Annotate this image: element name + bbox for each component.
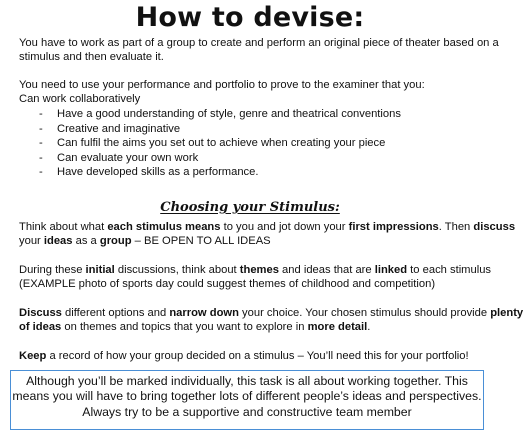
list-item [19, 107, 401, 122]
text-run: as a [72, 235, 100, 247]
bold-run: Keep [19, 350, 47, 362]
page-title: How to devise: [135, 2, 365, 33]
text-run: a record of how your group decided on a stimulus – You’ll need this for your portfolio! [46, 350, 469, 362]
text-run: Think about what [19, 221, 108, 233]
bold-run: more detail [307, 321, 368, 333]
bold-run: plenty [490, 307, 523, 319]
paragraph-1-line-1 [19, 220, 516, 234]
bold-run: ideas [43, 235, 73, 247]
list-dash: - [39, 122, 43, 135]
list-item [19, 136, 401, 151]
text-run: to each stimulus [407, 264, 492, 276]
list-item-text: Can evaluate your own work [57, 151, 199, 164]
bold-run: each stimulus means [107, 221, 221, 233]
text-run: your choice. Your chosen stimulus should provide [238, 307, 491, 319]
text-run: different options and [61, 307, 170, 319]
callout-line-3: Always try to be a supportive and constructive team member [82, 404, 412, 419]
text-run: on themes and topics that you want to explore in [61, 321, 308, 333]
list-item [19, 122, 401, 137]
callout-line-1: Although you’ll be marked individually, this task is all about working together. This [26, 374, 468, 388]
callout-line-2: means you will have to bring together lots of different people’s ideas and perspectives. [12, 389, 482, 404]
paragraph-3-line-1 [19, 306, 523, 320]
list-dash: - [39, 108, 43, 120]
intro-line-3: You need to use your performance and portfolio to prove to the examiner that you: [19, 79, 425, 91]
bold-run: themes [239, 264, 279, 276]
text-run: – BE OPEN TO ALL IDEAS [131, 235, 271, 247]
bold-run: group [99, 235, 132, 247]
bold-run: initial [85, 264, 115, 276]
callout-box [10, 370, 484, 430]
list-item [19, 165, 401, 180]
paragraph-1-line-2 [19, 234, 489, 248]
list-item-text: Have developed skills as a performance. [57, 166, 259, 179]
bold-run: of ideas [19, 321, 62, 333]
bold-run: Discuss [19, 307, 62, 319]
text-run: During these [19, 264, 86, 276]
list-item-text: Can fulfil the aims you set out to achieve when creating your piece [57, 137, 386, 150]
list-item-text: Creative and imaginative [57, 122, 181, 135]
list-item-text: Have a good understanding of style, genre and theatrical conventions [57, 108, 401, 120]
text-run: . [367, 321, 371, 333]
intro-line-4: Can work collaboratively [19, 93, 141, 105]
paragraph-3-line-2 [19, 320, 489, 334]
bold-run: narrow down [169, 307, 239, 319]
text-run: your [19, 235, 44, 247]
section-heading: Choosing your Stimulus: [160, 200, 340, 215]
list-dash: - [39, 166, 43, 179]
text-run: . Then [438, 221, 474, 233]
bold-run: linked [374, 264, 408, 276]
intro-line-1: You have to work as part of a group to create and perform an original piece of theater based on a [19, 37, 499, 49]
bold-run: first impressions [348, 221, 439, 233]
paragraph-2-line-2: (EXAMPLE photo of sports day could suggest themes of childhood and competition) [19, 278, 436, 290]
paragraph-4 [19, 349, 489, 363]
bold-run: discuss [473, 221, 516, 233]
text-run: discussions, think about [114, 264, 240, 276]
skills-list [19, 107, 401, 180]
text-run: and ideas that are [278, 264, 375, 276]
intro-line-2: stimulus and then evaluate it. [19, 51, 164, 63]
list-item [19, 151, 401, 166]
list-dash: - [39, 137, 43, 150]
paragraph-2-line-1 [19, 263, 492, 277]
list-dash: - [39, 151, 43, 164]
text-run: to you and jot down your [220, 221, 349, 233]
